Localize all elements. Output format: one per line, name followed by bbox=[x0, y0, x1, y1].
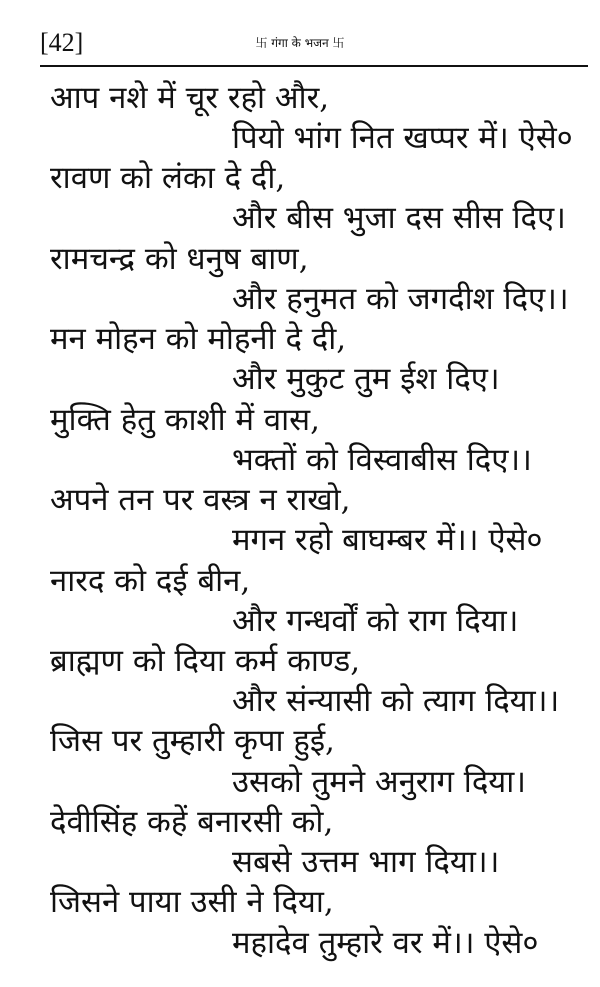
verse-line: रामचन्द्र को धनुष बाण, bbox=[50, 241, 309, 277]
verse-line: पियो भांग नित खप्पर में। ऐसे० bbox=[232, 120, 573, 156]
verse-line: मन मोहन को मोहनी दे दी, bbox=[50, 321, 347, 357]
verse-line: उसको तुमने अनुराग दिया। bbox=[232, 764, 527, 800]
verse-line: और हनुमत को जगदीश दिए।। bbox=[232, 281, 569, 317]
verse-line: नारद को दई बीन, bbox=[50, 563, 251, 599]
verse-line: सबसे उत्तम भाग दिया।। bbox=[232, 844, 500, 880]
verse-line: मुक्ति हेतु काशी में वास, bbox=[50, 402, 320, 438]
verse-line: ब्राह्मण को दिया कर्म काण्ड, bbox=[50, 643, 361, 679]
header-rule bbox=[40, 65, 588, 67]
verse-line: महादेव तुम्हारे वर में।। ऐसे० bbox=[232, 925, 539, 961]
verse-line: और मुकुट तुम ईश दिए। bbox=[232, 361, 500, 397]
verse-line: मगन रहो बाघम्बर में।। ऐसे० bbox=[232, 522, 543, 558]
verse-line: अपने तन पर वस्त्र न राखो, bbox=[50, 482, 351, 518]
page-header bbox=[0, 0, 600, 70]
running-title: 卐 गंगा के भजन 卐 bbox=[255, 36, 345, 50]
verse-line: रावण को लंका दे दी, bbox=[50, 160, 286, 196]
verse-line: और गन्धर्वों को राग दिया। bbox=[232, 603, 519, 639]
verse-line: भक्तों को विस्वाबीस दिए।। bbox=[232, 442, 532, 478]
verse-line: और संन्यासी को त्याग दिया।। bbox=[232, 683, 560, 719]
verse-line: आप नशे में चूर रहो और, bbox=[50, 80, 330, 116]
verse-line: जिसने पाया उसी ने दिया, bbox=[50, 884, 334, 920]
page-number: [42] bbox=[40, 28, 84, 57]
verse-line: देवीसिंह कहें बनारसी को, bbox=[50, 804, 334, 840]
verse-line: और बीस भुजा दस सीस दिए। bbox=[232, 200, 566, 236]
verse-line: जिस पर तुम्हारी कृपा हुई, bbox=[50, 723, 335, 759]
